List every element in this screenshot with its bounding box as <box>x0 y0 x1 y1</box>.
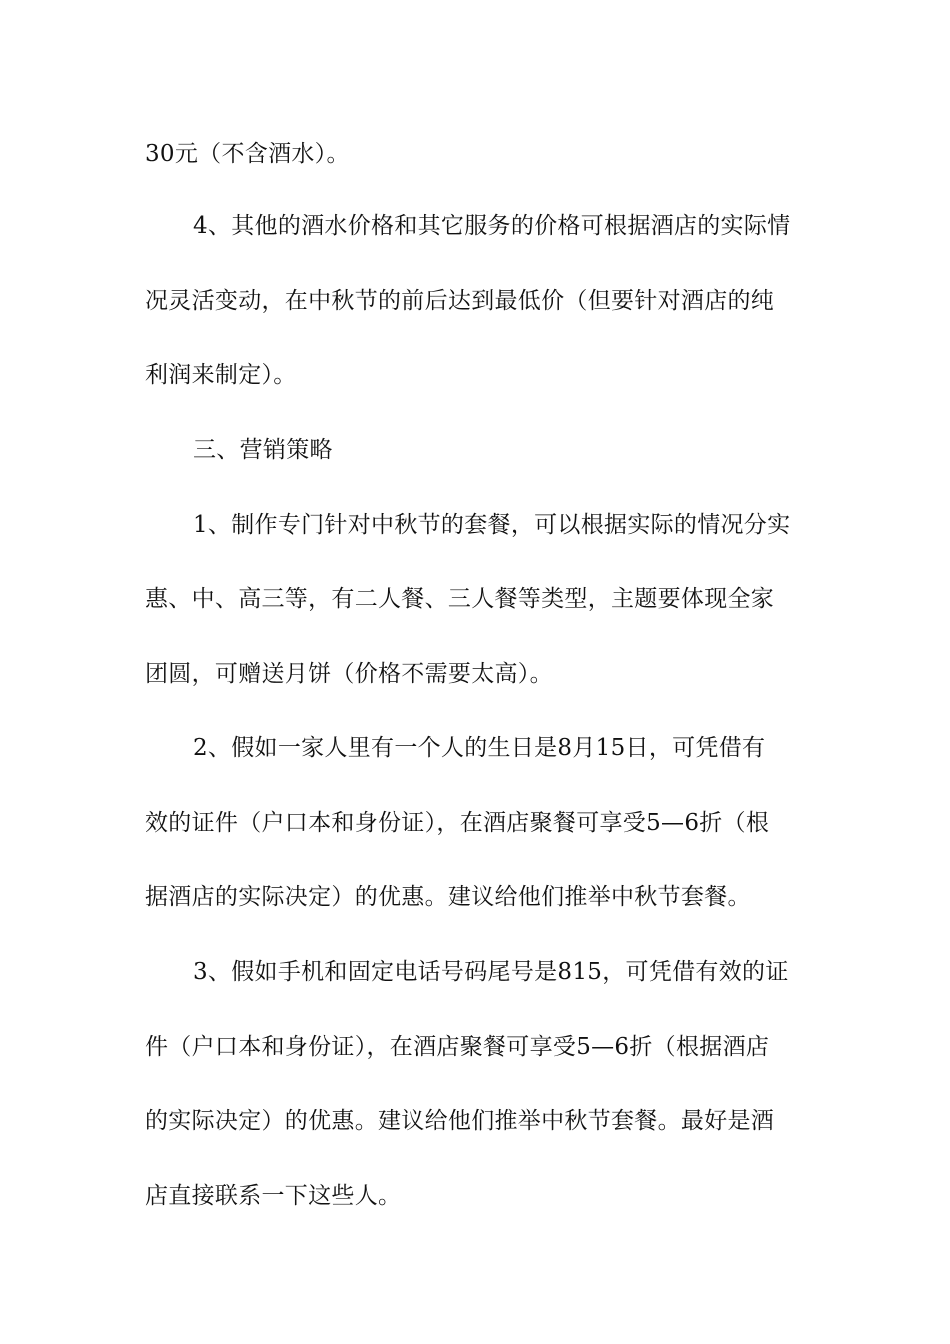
text-line-14: 的实际决定）的优惠。建议给他们推举中秋节套餐。最好是酒 <box>145 1108 775 1134</box>
text-line-6: 1、制作专门针对中秋节的套餐，可以根据实际的情况分实 <box>193 512 791 538</box>
text-line-15: 店直接联系一下这些人。 <box>145 1183 402 1209</box>
text-line-8: 团圆，可赠送月饼（价格不需要太高）。 <box>145 661 553 687</box>
text-line-11: 据酒店的实际决定）的优惠。建议给他们推举中秋节套餐。 <box>145 884 751 910</box>
text-line-3: 况灵活变动，在中秋节的前后达到最低价（但要针对酒店的纯 <box>145 288 775 314</box>
text-line-1: 30元（不含酒水）。 <box>145 141 350 167</box>
text-line-13: 件（户口本和身份证），在酒店聚餐可享受5—6折（根据酒店 <box>145 1034 770 1060</box>
section-heading: 三、营销策略 <box>193 437 333 463</box>
text-line-4: 利润来制定）。 <box>145 362 297 388</box>
text-line-9: 2、假如一家人里有一个人的生日是8月15日，可凭借有 <box>193 735 766 761</box>
text-line-7: 惠、中、高三等，有二人餐、三人餐等类型，主题要体现全家 <box>145 586 775 612</box>
text-line-10: 效的证件（户口本和身份证），在酒店聚餐可享受5—6折（根 <box>145 810 770 836</box>
text-line-12: 3、假如手机和固定电话号码尾号是815，可凭借有效的证 <box>193 959 789 985</box>
text-line-2: 4、其他的酒水价格和其它服务的价格可根据酒店的实际情 <box>193 213 791 239</box>
